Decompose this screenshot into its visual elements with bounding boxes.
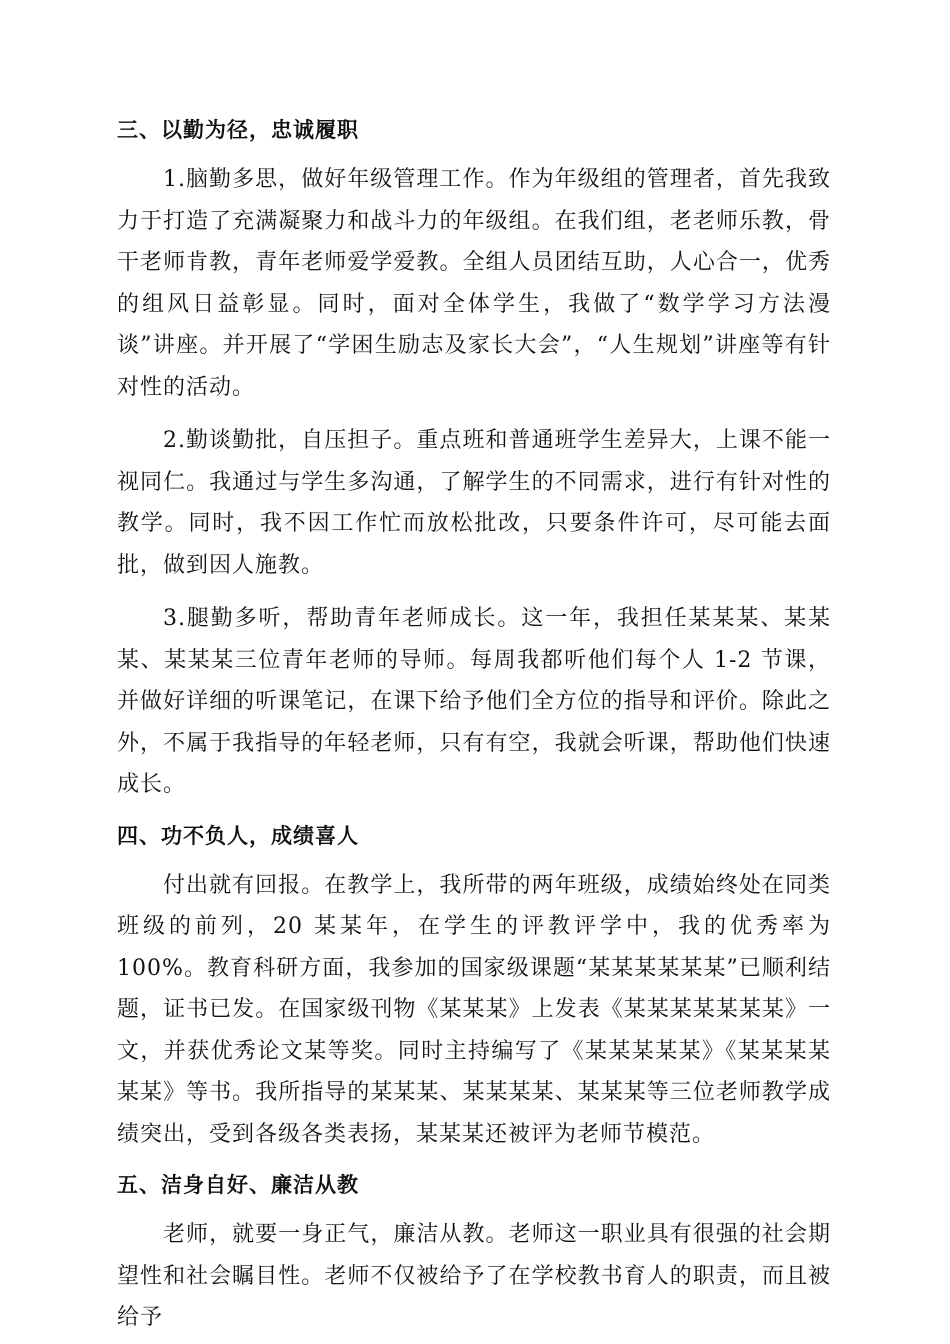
document-body xyxy=(117,112,831,1339)
section-3-paragraph-2: 2.勤谈勤批，自压担子。重点班和普通班学生差异大，上课不能一视同仁。我通过与学生多沟通，了解学生的不同需求，进行有针对性的教学。同时，我不因工作忙而放松批改，只要条件许可，尽可能去面批，做到因人施教。 xyxy=(117,428,831,578)
section-3-paragraph-3: 3.腿勤多听，帮助青年老师成长。这一年，我担任某某某、某某某、某某某三位青年老师的导师。每周我都听他们每个人 1-2 节课，并做好详细的听课笔记，在课下给予他们全方位的指导和评价。除此之外，不属于我指导的年轻老师，只有有空，我就会听课，帮助他们快速成长。 xyxy=(117,606,831,797)
section-4-heading: 四、功不负人，成绩喜人 xyxy=(117,823,359,848)
section-5-paragraph-1: 老师，就要一身正气，廉洁从教。老师这一职业具有很强的社会期望性和社会瞩目性。老师不仅被给予了在学校教书育人的职责，而且被给予 xyxy=(117,1222,831,1330)
section-3-paragraph-1: 1.脑勤多思，做好年级管理工作。作为年级组的管理者，首先我致力于打造了充满凝聚力和战斗力的年级组。在我们组，老老师乐教，骨干老师肯教，青年老师爱学爱教。全组人员团结互助，人心合一，优秀的组风日益彰显。同时，面对全体学生，我做了“数学学习方法漫谈”讲座。并开展了“学困生励志及家长大会”，“人生规划”讲座等有针对性的活动。 xyxy=(117,167,831,400)
section-4-paragraph-1: 付出就有回报。在教学上，我所带的两年班级，成绩始终处在同类班级的前列，20 某某年，在学生的评教评学中，我的优秀率为 100%。教育科研方面，我参加的国家级课题“某某某某某某”已顺利结题，证书已发。在国家级刊物《某某某》上发表《某某某某某某某》一文，并获优秀论文某等奖。同时主持编写了《某某某某某》《某某某某某某》等书。我所指导的某某某、某某某某、某某某等三位老师教学成绩突出，受到各级各类表扬，某某某还被评为老师节模范。 xyxy=(117,872,831,1147)
section-3-heading: 三、以勤为径，忠诚履职 xyxy=(117,118,359,142)
section-5-heading: 五、洁身自好、廉洁从教 xyxy=(117,1173,359,1197)
